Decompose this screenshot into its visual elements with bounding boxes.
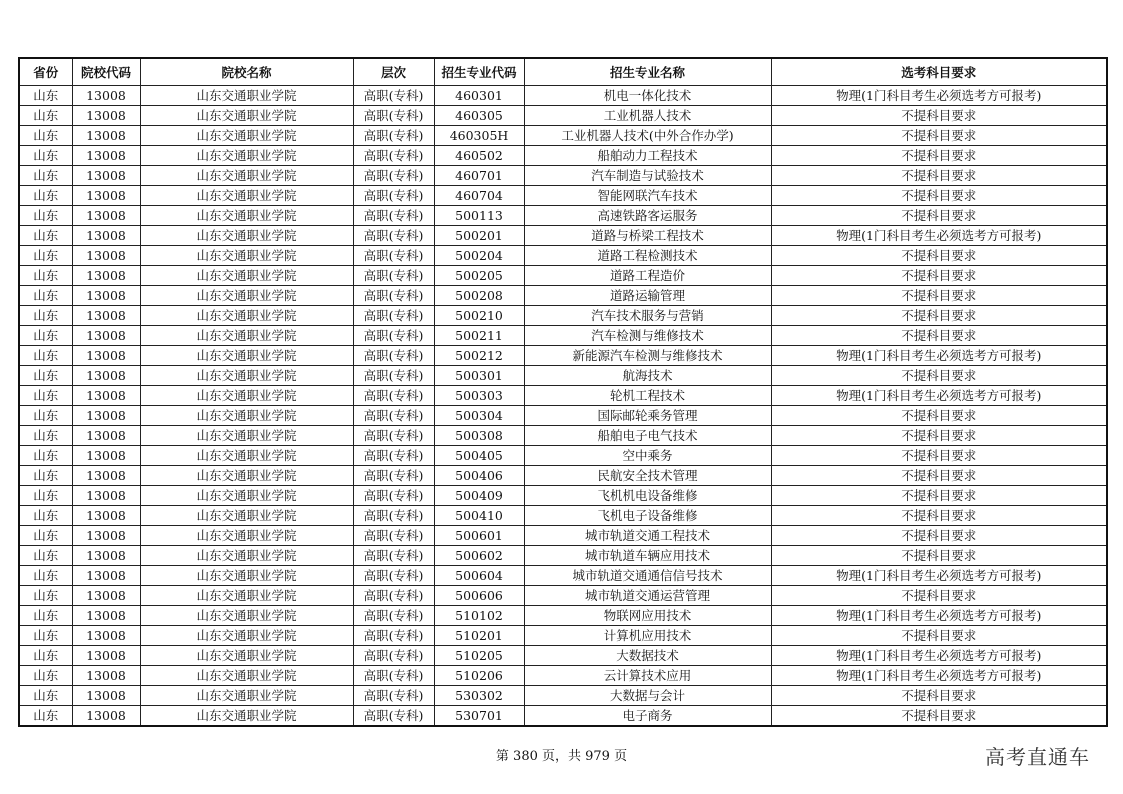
cell-school-code: 13008	[72, 246, 140, 266]
table-row	[19, 326, 1107, 346]
cell-level: 高职(专科)	[353, 326, 434, 346]
cell-school-name: 山东交通职业学院	[140, 346, 353, 366]
table-row	[19, 626, 1107, 646]
cell-province: 山东	[19, 366, 72, 386]
cell-major-code: 500212	[434, 346, 524, 366]
cell-school-code: 13008	[72, 626, 140, 646]
cell-major-name: 大数据技术	[524, 646, 771, 666]
cell-school-name: 山东交通职业学院	[140, 326, 353, 346]
cell-subject-requirement: 物理(1门科目考生必须选考方可报考)	[771, 226, 1107, 246]
cell-school-name: 山东交通职业学院	[140, 126, 353, 146]
cell-major-name: 城市轨道交通通信信号技术	[524, 566, 771, 586]
cell-level: 高职(专科)	[353, 386, 434, 406]
cell-subject-requirement: 不提科目要求	[771, 166, 1107, 186]
cell-level: 高职(专科)	[353, 126, 434, 146]
cell-major-name: 城市轨道车辆应用技术	[524, 546, 771, 566]
table-row	[19, 266, 1107, 286]
cell-major-name: 道路工程造价	[524, 266, 771, 286]
cell-major-code: 500113	[434, 206, 524, 226]
cell-school-code: 13008	[72, 86, 140, 106]
cell-school-name: 山东交通职业学院	[140, 646, 353, 666]
cell-school-name: 山东交通职业学院	[140, 266, 353, 286]
cell-province: 山东	[19, 126, 72, 146]
cell-school-name: 山东交通职业学院	[140, 86, 353, 106]
cell-school-code: 13008	[72, 426, 140, 446]
cell-subject-requirement: 不提科目要求	[771, 686, 1107, 706]
cell-subject-requirement: 不提科目要求	[771, 186, 1107, 206]
cell-school-name: 山东交通职业学院	[140, 106, 353, 126]
cell-subject-requirement: 不提科目要求	[771, 366, 1107, 386]
cell-school-code: 13008	[72, 506, 140, 526]
cell-major-name: 电子商务	[524, 706, 771, 727]
table-body	[19, 86, 1107, 727]
cell-school-code: 13008	[72, 226, 140, 246]
cell-major-code: 530701	[434, 706, 524, 727]
header-school-code: 院校代码	[72, 58, 140, 86]
header-school-name: 院校名称	[140, 58, 353, 86]
cell-level: 高职(专科)	[353, 466, 434, 486]
cell-province: 山东	[19, 646, 72, 666]
cell-province: 山东	[19, 566, 72, 586]
cell-school-name: 山东交通职业学院	[140, 206, 353, 226]
cell-level: 高职(专科)	[353, 346, 434, 366]
cell-level: 高职(专科)	[353, 426, 434, 446]
table-row	[19, 286, 1107, 306]
table-row	[19, 186, 1107, 206]
table-row	[19, 306, 1107, 326]
cell-province: 山东	[19, 226, 72, 246]
cell-subject-requirement: 物理(1门科目考生必须选考方可报考)	[771, 646, 1107, 666]
cell-major-code: 500601	[434, 526, 524, 546]
table-row	[19, 646, 1107, 666]
cell-subject-requirement: 不提科目要求	[771, 306, 1107, 326]
cell-major-name: 道路与桥梁工程技术	[524, 226, 771, 246]
table-row	[19, 426, 1107, 446]
cell-school-code: 13008	[72, 306, 140, 326]
cell-major-name: 船舶动力工程技术	[524, 146, 771, 166]
cell-school-name: 山东交通职业学院	[140, 546, 353, 566]
cell-province: 山东	[19, 246, 72, 266]
cell-major-name: 飞机机电设备维修	[524, 486, 771, 506]
cell-major-name: 机电一体化技术	[524, 86, 771, 106]
table-row	[19, 546, 1107, 566]
cell-major-code: 460701	[434, 166, 524, 186]
cell-major-code: 500410	[434, 506, 524, 526]
cell-school-name: 山东交通职业学院	[140, 306, 353, 326]
cell-major-code: 460305	[434, 106, 524, 126]
header-major-code: 招生专业代码	[434, 58, 524, 86]
cell-major-code: 500205	[434, 266, 524, 286]
table-header	[19, 58, 1107, 86]
cell-major-name: 道路工程检测技术	[524, 246, 771, 266]
cell-level: 高职(专科)	[353, 506, 434, 526]
cell-major-code: 510102	[434, 606, 524, 626]
table-row	[19, 366, 1107, 386]
cell-province: 山东	[19, 686, 72, 706]
cell-major-name: 汽车检测与维修技术	[524, 326, 771, 346]
cell-school-code: 13008	[72, 266, 140, 286]
cell-level: 高职(专科)	[353, 526, 434, 546]
cell-subject-requirement: 不提科目要求	[771, 586, 1107, 606]
cell-subject-requirement: 不提科目要求	[771, 406, 1107, 426]
cell-province: 山东	[19, 506, 72, 526]
cell-school-code: 13008	[72, 486, 140, 506]
cell-major-code: 460301	[434, 86, 524, 106]
cell-school-name: 山东交通职业学院	[140, 386, 353, 406]
cell-subject-requirement: 不提科目要求	[771, 106, 1107, 126]
cell-province: 山东	[19, 546, 72, 566]
cell-school-name: 山东交通职业学院	[140, 606, 353, 626]
cell-school-code: 13008	[72, 206, 140, 226]
cell-school-code: 13008	[72, 146, 140, 166]
table-row	[19, 606, 1107, 626]
cell-school-code: 13008	[72, 386, 140, 406]
cell-province: 山东	[19, 446, 72, 466]
cell-subject-requirement: 不提科目要求	[771, 266, 1107, 286]
cell-major-code: 460704	[434, 186, 524, 206]
cell-province: 山东	[19, 486, 72, 506]
cell-province: 山东	[19, 606, 72, 626]
cell-school-name: 山东交通职业学院	[140, 486, 353, 506]
cell-school-code: 13008	[72, 366, 140, 386]
cell-school-name: 山东交通职业学院	[140, 406, 353, 426]
cell-subject-requirement: 物理(1门科目考生必须选考方可报考)	[771, 566, 1107, 586]
cell-school-name: 山东交通职业学院	[140, 446, 353, 466]
cell-major-name: 船舶电子电气技术	[524, 426, 771, 446]
table-row	[19, 586, 1107, 606]
cell-major-name: 空中乘务	[524, 446, 771, 466]
cell-province: 山东	[19, 106, 72, 126]
cell-level: 高职(专科)	[353, 146, 434, 166]
cell-subject-requirement: 不提科目要求	[771, 206, 1107, 226]
cell-subject-requirement: 物理(1门科目考生必须选考方可报考)	[771, 86, 1107, 106]
cell-school-code: 13008	[72, 406, 140, 426]
cell-major-code: 500405	[434, 446, 524, 466]
table-row	[19, 566, 1107, 586]
table-row	[19, 406, 1107, 426]
cell-school-name: 山东交通职业学院	[140, 146, 353, 166]
cell-major-code: 510205	[434, 646, 524, 666]
cell-major-name: 物联网应用技术	[524, 606, 771, 626]
cell-province: 山东	[19, 406, 72, 426]
cell-school-code: 13008	[72, 166, 140, 186]
cell-major-code: 500204	[434, 246, 524, 266]
cell-province: 山东	[19, 586, 72, 606]
cell-school-name: 山东交通职业学院	[140, 706, 353, 727]
cell-subject-requirement: 物理(1门科目考生必须选考方可报考)	[771, 606, 1107, 626]
cell-level: 高职(专科)	[353, 646, 434, 666]
cell-school-name: 山东交通职业学院	[140, 286, 353, 306]
cell-school-code: 13008	[72, 286, 140, 306]
cell-major-code: 500602	[434, 546, 524, 566]
cell-subject-requirement: 不提科目要求	[771, 706, 1107, 727]
cell-school-name: 山东交通职业学院	[140, 626, 353, 646]
cell-school-code: 13008	[72, 446, 140, 466]
cell-province: 山东	[19, 206, 72, 226]
cell-major-code: 460502	[434, 146, 524, 166]
cell-school-name: 山东交通职业学院	[140, 666, 353, 686]
cell-major-code: 500606	[434, 586, 524, 606]
cell-school-code: 13008	[72, 606, 140, 626]
cell-level: 高职(专科)	[353, 246, 434, 266]
cell-subject-requirement: 不提科目要求	[771, 506, 1107, 526]
table-row	[19, 506, 1107, 526]
cell-school-code: 13008	[72, 586, 140, 606]
cell-school-name: 山东交通职业学院	[140, 586, 353, 606]
cell-level: 高职(专科)	[353, 206, 434, 226]
cell-level: 高职(专科)	[353, 666, 434, 686]
cell-level: 高职(专科)	[353, 406, 434, 426]
table-row	[19, 226, 1107, 246]
admission-table-container	[18, 57, 1106, 727]
cell-subject-requirement: 不提科目要求	[771, 486, 1107, 506]
cell-major-code: 510201	[434, 626, 524, 646]
cell-major-name: 大数据与会计	[524, 686, 771, 706]
cell-major-code: 500308	[434, 426, 524, 446]
cell-province: 山东	[19, 86, 72, 106]
cell-province: 山东	[19, 146, 72, 166]
cell-major-name: 新能源汽车检测与维修技术	[524, 346, 771, 366]
cell-level: 高职(专科)	[353, 106, 434, 126]
cell-subject-requirement: 不提科目要求	[771, 326, 1107, 346]
cell-subject-requirement: 不提科目要求	[771, 146, 1107, 166]
header-level: 层次	[353, 58, 434, 86]
cell-school-name: 山东交通职业学院	[140, 686, 353, 706]
cell-school-code: 13008	[72, 346, 140, 366]
cell-major-code: 500304	[434, 406, 524, 426]
table-row	[19, 706, 1107, 727]
cell-level: 高职(专科)	[353, 686, 434, 706]
cell-major-name: 智能网联汽车技术	[524, 186, 771, 206]
cell-level: 高职(专科)	[353, 546, 434, 566]
cell-major-name: 工业机器人技术(中外合作办学)	[524, 126, 771, 146]
admission-table	[18, 57, 1108, 727]
cell-province: 山东	[19, 526, 72, 546]
cell-province: 山东	[19, 426, 72, 446]
cell-school-name: 山东交通职业学院	[140, 226, 353, 246]
cell-level: 高职(专科)	[353, 186, 434, 206]
cell-province: 山东	[19, 286, 72, 306]
cell-subject-requirement: 不提科目要求	[771, 126, 1107, 146]
cell-school-code: 13008	[72, 526, 140, 546]
cell-subject-requirement: 不提科目要求	[771, 426, 1107, 446]
cell-major-name: 工业机器人技术	[524, 106, 771, 126]
cell-province: 山东	[19, 466, 72, 486]
cell-school-code: 13008	[72, 546, 140, 566]
cell-major-code: 500301	[434, 366, 524, 386]
cell-school-name: 山东交通职业学院	[140, 506, 353, 526]
cell-major-name: 道路运输管理	[524, 286, 771, 306]
cell-school-code: 13008	[72, 666, 140, 686]
cell-school-name: 山东交通职业学院	[140, 166, 353, 186]
cell-major-name: 云计算技术应用	[524, 666, 771, 686]
cell-major-name: 飞机电子设备维修	[524, 506, 771, 526]
cell-major-name: 民航安全技术管理	[524, 466, 771, 486]
cell-subject-requirement: 物理(1门科目考生必须选考方可报考)	[771, 346, 1107, 366]
table-row	[19, 486, 1107, 506]
cell-level: 高职(专科)	[353, 266, 434, 286]
cell-major-name: 城市轨道交通工程技术	[524, 526, 771, 546]
cell-province: 山东	[19, 706, 72, 727]
cell-major-name: 国际邮轮乘务管理	[524, 406, 771, 426]
cell-subject-requirement: 不提科目要求	[771, 526, 1107, 546]
cell-major-name: 计算机应用技术	[524, 626, 771, 646]
cell-major-name: 航海技术	[524, 366, 771, 386]
cell-major-code: 500604	[434, 566, 524, 586]
table-row	[19, 446, 1107, 466]
table-row	[19, 106, 1107, 126]
cell-level: 高职(专科)	[353, 586, 434, 606]
cell-major-code: 460305H	[434, 126, 524, 146]
cell-school-name: 山东交通职业学院	[140, 566, 353, 586]
cell-level: 高职(专科)	[353, 166, 434, 186]
table-row	[19, 86, 1107, 106]
table-row	[19, 346, 1107, 366]
cell-subject-requirement: 不提科目要求	[771, 626, 1107, 646]
cell-school-name: 山东交通职业学院	[140, 526, 353, 546]
cell-major-code: 500201	[434, 226, 524, 246]
cell-province: 山东	[19, 266, 72, 286]
table-row	[19, 386, 1107, 406]
cell-major-code: 500406	[434, 466, 524, 486]
cell-province: 山东	[19, 386, 72, 406]
cell-school-code: 13008	[72, 706, 140, 727]
table-row	[19, 206, 1107, 226]
cell-level: 高职(专科)	[353, 706, 434, 727]
cell-major-code: 500409	[434, 486, 524, 506]
cell-major-name: 城市轨道交通运营管理	[524, 586, 771, 606]
cell-province: 山东	[19, 186, 72, 206]
cell-school-code: 13008	[72, 126, 140, 146]
cell-major-name: 高速铁路客运服务	[524, 206, 771, 226]
table-row	[19, 126, 1107, 146]
cell-school-name: 山东交通职业学院	[140, 466, 353, 486]
cell-level: 高职(专科)	[353, 366, 434, 386]
table-row	[19, 146, 1107, 166]
cell-major-name: 轮机工程技术	[524, 386, 771, 406]
cell-school-code: 13008	[72, 566, 140, 586]
table-row	[19, 686, 1107, 706]
cell-level: 高职(专科)	[353, 626, 434, 646]
cell-subject-requirement: 不提科目要求	[771, 546, 1107, 566]
header-province: 省份	[19, 58, 72, 86]
cell-subject-requirement: 物理(1门科目考生必须选考方可报考)	[771, 386, 1107, 406]
cell-province: 山东	[19, 346, 72, 366]
cell-school-code: 13008	[72, 466, 140, 486]
table-row	[19, 526, 1107, 546]
cell-major-code: 510206	[434, 666, 524, 686]
cell-province: 山东	[19, 626, 72, 646]
cell-major-code: 500210	[434, 306, 524, 326]
cell-major-code: 500211	[434, 326, 524, 346]
cell-school-code: 13008	[72, 326, 140, 346]
cell-level: 高职(专科)	[353, 226, 434, 246]
cell-school-code: 13008	[72, 646, 140, 666]
cell-province: 山东	[19, 306, 72, 326]
cell-level: 高职(专科)	[353, 286, 434, 306]
header-subject-requirement: 选考科目要求	[771, 58, 1107, 86]
header-major-name: 招生专业名称	[524, 58, 771, 86]
table-row	[19, 466, 1107, 486]
cell-province: 山东	[19, 166, 72, 186]
cell-level: 高职(专科)	[353, 606, 434, 626]
cell-level: 高职(专科)	[353, 486, 434, 506]
cell-subject-requirement: 不提科目要求	[771, 466, 1107, 486]
cell-school-name: 山东交通职业学院	[140, 426, 353, 446]
cell-major-name: 汽车制造与试验技术	[524, 166, 771, 186]
cell-subject-requirement: 物理(1门科目考生必须选考方可报考)	[771, 666, 1107, 686]
cell-school-name: 山东交通职业学院	[140, 366, 353, 386]
cell-school-name: 山东交通职业学院	[140, 186, 353, 206]
cell-school-code: 13008	[72, 186, 140, 206]
cell-subject-requirement: 不提科目要求	[771, 286, 1107, 306]
cell-major-code: 500208	[434, 286, 524, 306]
cell-school-code: 13008	[72, 686, 140, 706]
page-number: 第 380 页，共 979 页	[495, 749, 628, 764]
cell-level: 高职(专科)	[353, 566, 434, 586]
table-row	[19, 246, 1107, 266]
cell-major-code: 500303	[434, 386, 524, 406]
watermark-logo: 高考直通车	[985, 745, 1090, 769]
cell-province: 山东	[19, 666, 72, 686]
cell-level: 高职(专科)	[353, 86, 434, 106]
cell-major-name: 汽车技术服务与营销	[524, 306, 771, 326]
cell-level: 高职(专科)	[353, 306, 434, 326]
cell-level: 高职(专科)	[353, 446, 434, 466]
cell-school-code: 13008	[72, 106, 140, 126]
cell-province: 山东	[19, 326, 72, 346]
cell-subject-requirement: 不提科目要求	[771, 446, 1107, 466]
cell-major-code: 530302	[434, 686, 524, 706]
cell-school-name: 山东交通职业学院	[140, 246, 353, 266]
header-row	[19, 58, 1107, 86]
cell-subject-requirement: 不提科目要求	[771, 246, 1107, 266]
table-row	[19, 166, 1107, 186]
table-row	[19, 666, 1107, 686]
